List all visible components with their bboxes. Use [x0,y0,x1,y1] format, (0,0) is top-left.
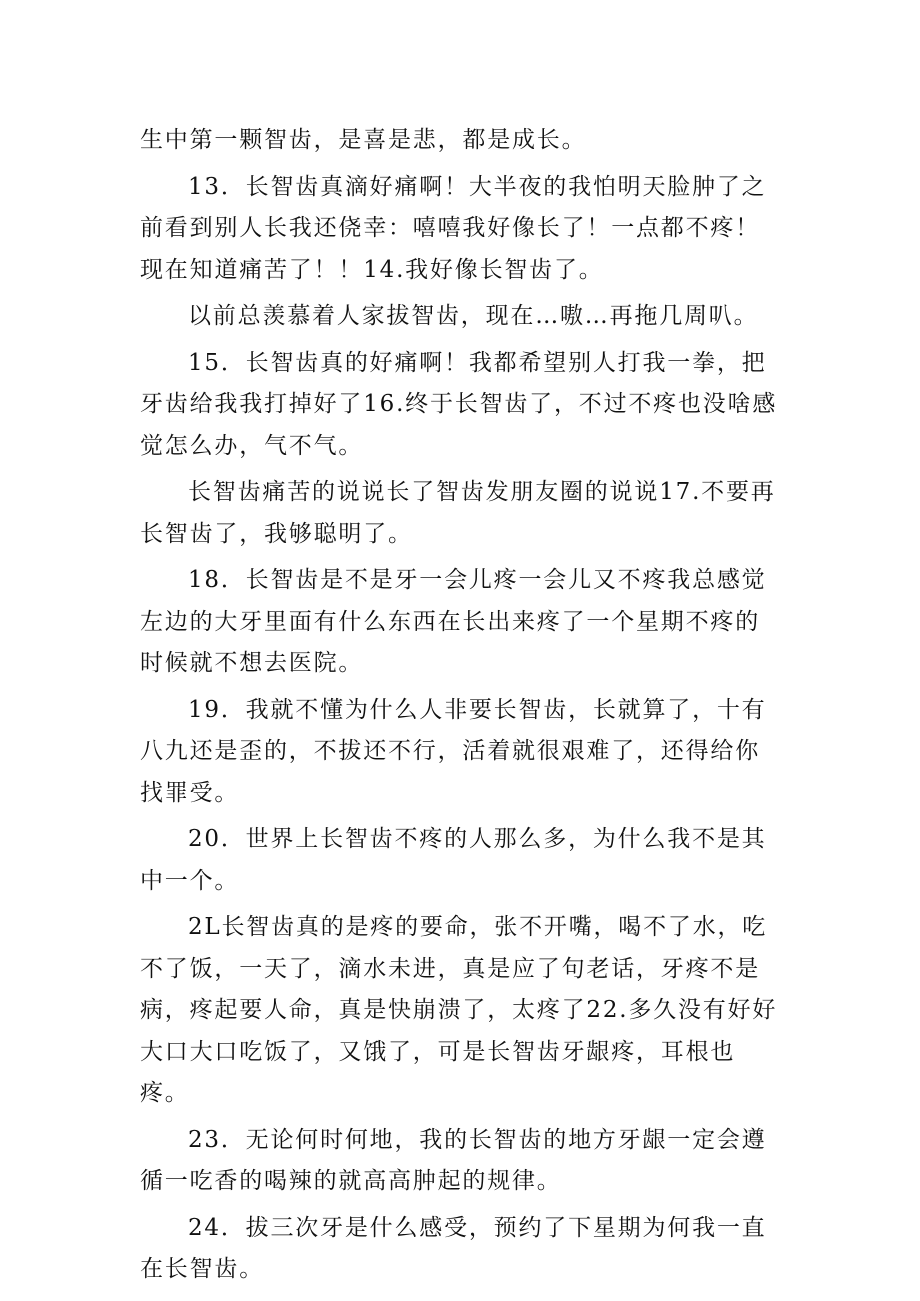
paragraph-item-15-16: 15．长智齿真的好痛啊！我都希望别人打我一拳，把牙齿给我我打掉好了16.终于长智齿了，不过不疼也没啥感觉怎么办，气不气。 [140,349,778,459]
paragraph-item-23: 23．无论何时何地，我的长智齿的地方牙龈一定会遵循一吃香的喝辣的就高高肿起的规律。 [140,1126,767,1194]
document-body [140,120,780,1296]
paragraph-item-20: 20．世界上长智齿不疼的人那么多，为什么我不是其中一个。 [140,826,767,894]
paragraph-item-17: 长智齿痛苦的说说长了智齿发朋友圈的说说17.不要再长智齿了，我够聪明了。 [140,479,776,547]
paragraph-item-21-22: 2L长智齿真的是疼的要命，张不开嘴，喝不了水，吃不了饭，一天了，滴水未进，真是应了句老话，牙疼不是病，疼起要人命，真是快崩溃了，太疼了22.多久没有好好大口大口吃饭了，又饿了，可是长智齿牙龈疼，耳根也疼。 [140,914,778,1106]
paragraph-continued: 生中第一颗智齿，是喜是悲，都是成长。 [140,127,587,153]
paragraph-envy: 以前总羡慕着人家拔智齿，现在…嗷…再拖几周叭。 [188,303,759,329]
paragraph-item-13-14: 13．长智齿真滴好痛啊！大半夜的我怕明天脸肿了之前看到别人长我还侥幸：嘻嘻我好像长了！一点都不疼！现在知道痛苦了！！14.我好像长智齿了。 [140,173,767,283]
paragraph-item-18: 18．长智齿是不是牙一会儿疼一会儿又不疼我总感觉左边的大牙里面有什么东西在长出来疼了一个星期不疼的时候就不想去医院。 [140,567,767,676]
paragraph-item-24: 24．拔三次牙是什么感受，预约了下星期为何我一直在长智齿。 [140,1214,767,1282]
paragraph-item-19: 19．我就不懂为什么人非要长智齿，长就算了，十有八九还是歪的，不拔还不行，活着就很艰难了，还得给你找罪受。 [140,696,767,806]
